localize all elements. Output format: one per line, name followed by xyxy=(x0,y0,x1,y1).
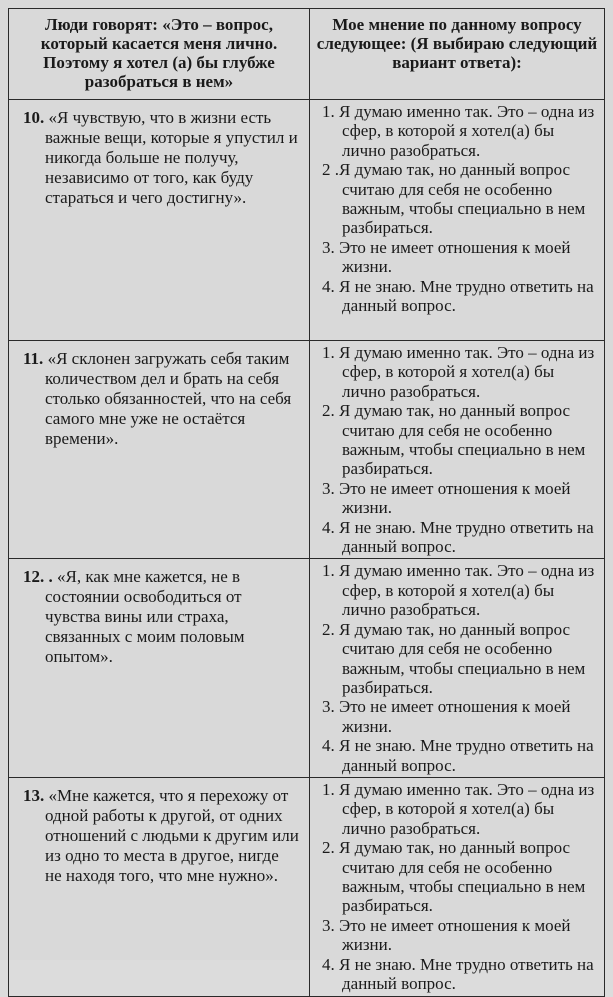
question-number: 10. xyxy=(23,108,45,127)
answer-option[interactable]: 4. Я не знаю. Мне трудно ответить на данный вопрос. xyxy=(322,517,594,557)
question-text: «Мне кажется, что я перехожу от одной работы к другой, от одних отношений с людьми к другим или из одно то места в другое, нигде не находя того, что мне нужно». xyxy=(45,785,299,885)
answer-option[interactable]: 3. Это не имеет отношения к моей жизни. xyxy=(322,478,571,518)
statement-cell xyxy=(9,341,310,559)
statement-cell xyxy=(9,777,310,996)
answer-option[interactable]: 4. Я не знаю. Мне трудно ответить на данный вопрос. xyxy=(322,736,594,775)
answers-cell xyxy=(310,341,605,559)
answer-list xyxy=(314,343,600,556)
header-opinion: Мое мнение по данному вопросу следующее: (Я выбираю следующий вариант ответа): xyxy=(310,9,605,100)
header-row xyxy=(9,9,605,100)
answer-option[interactable]: 3. Это не имеет отношения к моей жизни. xyxy=(322,915,571,955)
answer-option[interactable]: 1. Я думаю именно так. Это – одна из сфер, в которой я хотел(а) бы лично разобраться. xyxy=(322,779,595,838)
question-text: «Я, как мне кажется, не в состоянии освободиться от чувства вины или страха, связанных с моим половым опытом». xyxy=(45,567,245,667)
answer-option[interactable]: 3. Это не имеет отношения к моей жизни. xyxy=(322,237,571,277)
question-row-13 xyxy=(9,777,605,996)
question-text: «Я склонен загружать себя таким количеством дел и брать на себя столько обязанностей, что на себя самого мне уже не остаётся времени». xyxy=(45,349,292,448)
answer-option[interactable]: 4. Я не знаю. Мне трудно ответить на данный вопрос. xyxy=(322,954,594,993)
question-row-12 xyxy=(9,559,605,777)
question-text: «Я чувствую, что в жизни есть важные вещи, которые я упустил и никогда больше не получу, независимо от того, как буду стараться и чего достигну». xyxy=(45,108,298,207)
answer-list xyxy=(314,561,600,774)
answer-option[interactable]: 1. Я думаю именно так. Это – одна из сфер, в которой я хотел(а) бы лично разобраться. xyxy=(322,343,595,401)
answer-list xyxy=(314,780,600,993)
answer-option[interactable]: 1. Я думаю именно так. Это – одна из сфер, в которой я хотел(а) бы лично разобраться. xyxy=(322,561,595,620)
answer-option[interactable]: 3. Это не имеет отношения к моей жизни. xyxy=(322,697,571,736)
question-number: 11. xyxy=(23,349,44,368)
answer-option[interactable]: 1. Я думаю именно так. Это – одна из сфер, в которой я хотел(а) бы лично разобраться. xyxy=(322,102,595,160)
answer-option[interactable]: 2. Я думаю так, но данный вопрос считаю для себя не особенно важным, чтобы специально в нем разбираться. xyxy=(322,838,586,916)
answer-option[interactable]: 2. Я думаю так, но данный вопрос считаю для себя не особенно важным, чтобы специально в нем разбираться. xyxy=(322,401,586,479)
statement-cell xyxy=(9,559,310,777)
statement-cell xyxy=(9,100,310,341)
answer-list xyxy=(314,102,600,315)
questionnaire-table xyxy=(8,8,605,997)
answers-cell xyxy=(310,777,605,996)
question-number: 13. xyxy=(23,785,45,805)
answer-option[interactable]: 2. Я думаю так, но данный вопрос считаю для себя не особенно важным, чтобы специально в нем разбираться. xyxy=(322,619,586,697)
question-row-10 xyxy=(9,100,605,341)
question-row-11 xyxy=(9,341,605,559)
header-statement: Люди говорят: «Это – вопрос, который касается меня лично. Поэтому я хотел (а) бы глубже разобраться в нем» xyxy=(9,9,310,100)
question-number: 12. . xyxy=(23,567,53,587)
answers-cell xyxy=(310,100,605,341)
answers-cell xyxy=(310,559,605,777)
answer-option[interactable]: 4. Я не знаю. Мне трудно ответить на данный вопрос. xyxy=(322,276,594,316)
answer-option[interactable]: 2 .Я думаю так, но данный вопрос считаю для себя не особенно важным, чтобы специально в нем разбираться. xyxy=(322,160,586,238)
